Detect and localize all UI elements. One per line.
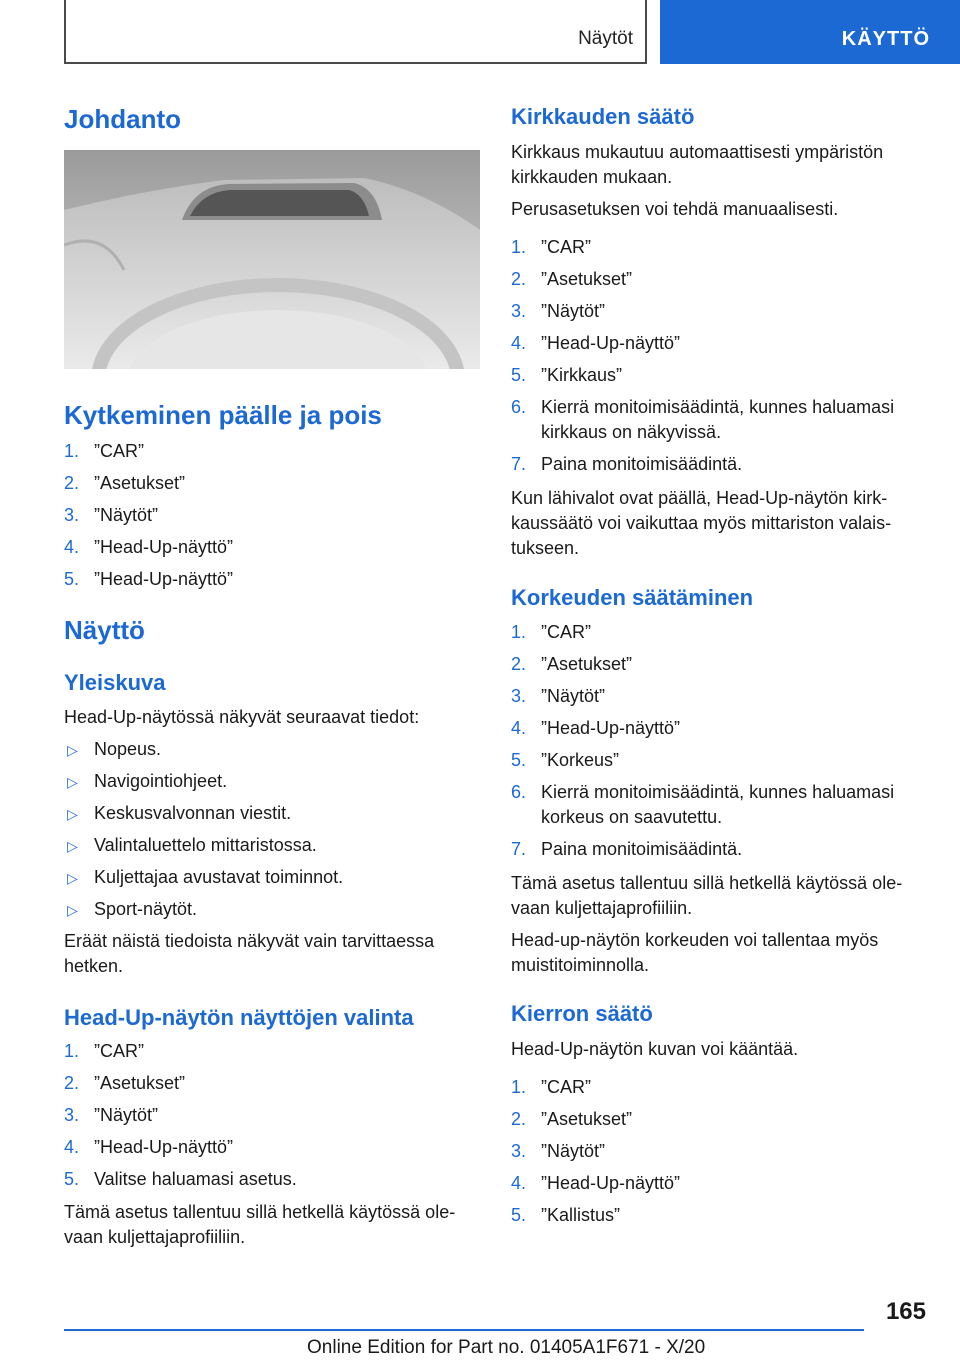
step-text: ”Head-Up-näyttö” [94, 569, 234, 589]
step-number: 2. [64, 473, 80, 493]
step-text: ”Head-Up-näyttö” [94, 537, 234, 557]
heading-yleiskuva: Yleiskuva [64, 670, 166, 695]
step-text: ”CAR” [541, 622, 591, 642]
step-text: ”Head-Up-näyttö” [94, 1137, 234, 1157]
step-number: 7. [511, 839, 527, 859]
step-number: 3. [64, 505, 80, 525]
step-text: ”CAR” [541, 1077, 591, 1097]
step-number: 3. [511, 301, 527, 321]
heading-kirkkaus: Kirkkauden säätö [511, 104, 695, 129]
header-chapter-tab [660, 0, 960, 64]
step-number: 4. [511, 718, 527, 738]
step-text: ”Kirkkaus” [541, 365, 623, 385]
step-text: ”Asetukset” [541, 654, 633, 674]
step-number: 4. [64, 537, 80, 557]
bullet-text: Kuljettajaa avustavat toiminnot. [94, 867, 344, 887]
bullet-triangle-icon: ▷ [67, 742, 78, 758]
step-number: 6. [511, 782, 527, 802]
heading-johdanto: Johdanto [64, 104, 181, 134]
bullet-text: Navigointiohjeet. [94, 771, 228, 791]
step-text: ”Head-Up-näyttö” [541, 718, 681, 738]
step-text: ”CAR” [94, 1041, 144, 1061]
step-number: 6. [511, 397, 527, 417]
step-text: ”Näytöt” [541, 1141, 606, 1161]
step-number: 1. [511, 237, 527, 257]
bullet-text: Nopeus. [94, 739, 162, 759]
heading-kytkeminen: Kytkeminen päälle ja pois [64, 400, 382, 430]
step-number: 4. [511, 1173, 527, 1193]
step-text: ”Asetukset” [541, 1109, 633, 1129]
paragraph-line: vaan kuljettajaprofiiliin. [64, 1227, 246, 1247]
header-chapter-title: KÄYTTÖ [841, 28, 930, 50]
paragraph-line: Tämä asetus tallentuu sillä hetkellä käytössä ole- [511, 873, 903, 893]
step-number: 5. [64, 569, 80, 589]
step-number: 2. [511, 269, 527, 289]
step-number: 4. [511, 333, 527, 353]
step-text: Kierrä monitoimisäädintä, kunnes haluamasi [541, 782, 895, 802]
paragraph-line: Head-up-näytön korkeuden voi tallentaa myös [511, 930, 879, 950]
step-text: ”CAR” [94, 441, 144, 461]
step-number: 7. [511, 454, 527, 474]
header-section-title: Näytöt [578, 28, 633, 49]
step-number: 1. [64, 441, 80, 461]
paragraph-line: Kirkkaus mukautuu automaattisesti ympäristön [511, 142, 884, 162]
step-text: Kierrä monitoimisäädintä, kunnes haluamasi [541, 397, 895, 417]
step-number: 4. [64, 1137, 80, 1157]
paragraph-line: kirkkauden mukaan. [511, 167, 673, 187]
step-number: 3. [511, 686, 527, 706]
bullet-triangle-icon: ▷ [67, 902, 78, 918]
bullet-triangle-icon: ▷ [67, 774, 78, 790]
footer-divider [64, 1329, 864, 1331]
paragraph: Head-Up-näytön kuvan voi kääntää. [511, 1039, 799, 1059]
paragraph-line: kaussäätö voi vaikuttaa myös mittariston valais- [511, 513, 892, 533]
step-text: Paina monitoimisäädintä. [541, 839, 743, 859]
paragraph-line: Kun lähivalot ovat päällä, Head-Up-näytön kirk- [511, 488, 888, 508]
step-text: Paina monitoimisäädintä. [541, 454, 743, 474]
step-text: kirkkaus on näkyvissä. [541, 422, 722, 442]
bullet-text: Keskusvalvonnan viestit. [94, 803, 292, 823]
step-text: ”Head-Up-näyttö” [541, 333, 681, 353]
step-number: 1. [64, 1041, 80, 1061]
paragraph-line: Eräät näistä tiedoista näkyvät vain tarvittaessa [64, 931, 435, 951]
bullet-triangle-icon: ▷ [67, 838, 78, 854]
bullet-text: Valintaluettelo mittaristossa. [94, 835, 317, 855]
step-text: ”Asetukset” [94, 473, 186, 493]
bullet-text: Sport-näytöt. [94, 899, 198, 919]
step-text: ”Kallistus” [541, 1205, 621, 1225]
step-number: 3. [511, 1141, 527, 1161]
step-text: ”CAR” [541, 237, 591, 257]
step-number: 2. [511, 654, 527, 674]
paragraph-line: hetken. [64, 956, 124, 976]
step-text: ”Näytöt” [541, 301, 606, 321]
paragraph-line: Tämä asetus tallentuu sillä hetkellä käytössä ole- [64, 1202, 456, 1222]
heading-valinta: Head-Up-näytön näyttöjen valinta [64, 1005, 414, 1030]
paragraph: Perusasetuksen voi tehdä manuaalisesti. [511, 199, 839, 219]
step-text: korkeus on saavutettu. [541, 807, 723, 827]
bullet-triangle-icon: ▷ [67, 870, 78, 886]
paragraph-line: tukseen. [511, 538, 580, 558]
step-text: ”Näytöt” [541, 686, 606, 706]
bullet-triangle-icon: ▷ [67, 806, 78, 822]
paragraph: Head-Up-näytössä näkyvät seuraavat tiedot: [64, 707, 420, 727]
heading-naytto: Näyttö [64, 615, 145, 645]
step-text: ”Näytöt” [94, 1105, 159, 1125]
step-text: ”Näytöt” [94, 505, 159, 525]
header-section-box [64, 0, 647, 64]
footer-edition: Online Edition for Part no. 01405A1F671 - X/20 [307, 1337, 706, 1358]
step-number: 5. [511, 750, 527, 770]
page-number: 165 [885, 1298, 926, 1325]
step-number: 5. [64, 1169, 80, 1189]
step-text: ”Korkeus” [541, 750, 620, 770]
step-number: 2. [511, 1109, 527, 1129]
step-text: Valitse haluamasi asetus. [94, 1169, 297, 1189]
heading-kierto: Kierron säätö [511, 1001, 653, 1026]
step-number: 2. [64, 1073, 80, 1093]
step-text: ”Asetukset” [94, 1073, 186, 1093]
step-text: ”Asetukset” [541, 269, 633, 289]
heading-korkeus: Korkeuden säätäminen [511, 585, 754, 610]
step-number: 3. [64, 1105, 80, 1125]
head-up-display-photo [64, 150, 480, 369]
step-number: 1. [511, 622, 527, 642]
step-number: 1. [511, 1077, 527, 1097]
step-number: 5. [511, 1205, 527, 1225]
paragraph-line: vaan kuljettajaprofiiliin. [511, 898, 693, 918]
step-text: ”Head-Up-näyttö” [541, 1173, 681, 1193]
step-number: 5. [511, 365, 527, 385]
paragraph-line: muistitoiminnolla. [511, 955, 650, 975]
